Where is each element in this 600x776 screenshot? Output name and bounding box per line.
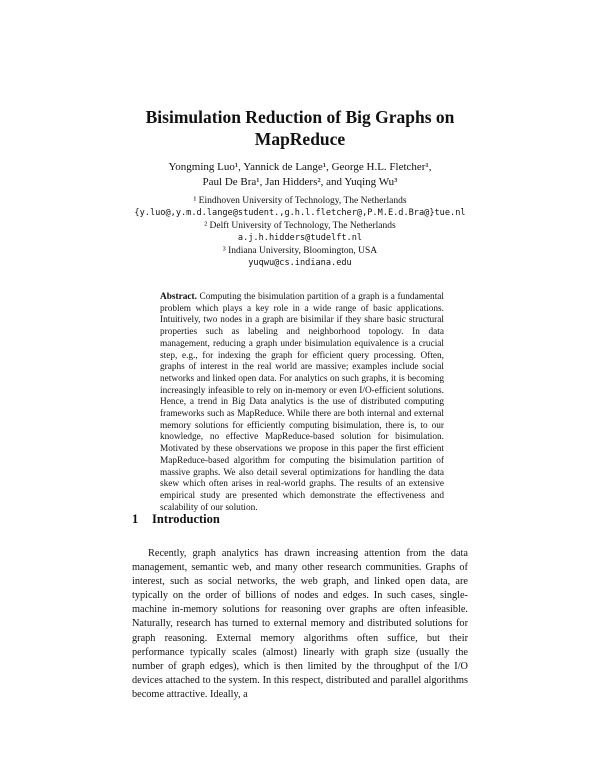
title-line-1: Bisimulation Reduction of Big Graphs on [145, 107, 455, 127]
author-list [100, 160, 500, 189]
abstract [160, 292, 444, 514]
affiliation-2: ² Delft University of Technology, The Netherlands [204, 220, 396, 231]
intro-paragraph: Recently, graph analytics has drawn increasing attention from the data management, semantic web, and many other research communities. Graphs of interest, such as social networks, the web graph, and linked open data, are typically on the order of billions of nodes and edges. In such cases, single-machine in-memory solutions for reasoning over graphs are often infeasible. Naturally, research has turned to external memory and distributed solutions for graph reasoning. External memory algorithms often suffice, but their performance typically scales (almost) linearly with graph size (usually the number of graph edges), which is then limited by the throughput of the I/O devices attached to the system. In this respect, distributed and parallel algorithms become attractive. Ideally, a [132, 548, 468, 700]
affiliations [100, 195, 500, 269]
authors-line-2: Paul De Bra¹, Jan Hidders², and Yuqing Wu³ [202, 175, 398, 188]
email-2: a.j.h.hidders@tudelft.nl [237, 233, 363, 244]
abstract-text: Computing the bisimulation partition of a graph is a fundamental problem which plays a key role in a wide range of basic applications. Intuitively, two nodes in a graph are bisimilar if they share basic structural properties such as labeling and neighborhood topology. In data management, reducing a graph under bisimulation equivalence is a crucial step, e.g., for indexing the graph for efficient query processing. Often, graphs of interest in the real world are massive; examples include social networks and linked open data. For analytics on such graphs, it is becoming increasingly infeasible to rely on in-memory or even I/O-efficient solutions. Hence, a trend in Big Data analytics is the use of distributed computing frameworks such as MapReduce. While there are both internal and external memory solutions for efficiently computing bisimulation, there is, to our knowledge, no effective MapReduce-based solution for bisimulation. Motivated by these observations we propose in this paper the first efficient MapReduce-based algorithm for computing the bisimulation partition of massive graphs. We also detail several optimizations for handling the data skew which often arises in real-world graphs. The results of an extensive empirical study are presented which demonstrate the effectiveness and scalability of our solution. [160, 292, 444, 513]
paper-title [100, 106, 500, 150]
section-title: Introduction [152, 512, 220, 526]
affiliation-1: ¹ Eindhoven University of Technology, The Netherlands [193, 196, 407, 206]
abstract-label: Abstract. [160, 292, 197, 302]
section-heading [132, 512, 220, 527]
email-1: {y.luo@,y.m.d.lange@student.,g.h.l.fletcher@,P.M.E.d.Bra@}tue.nl [134, 208, 466, 219]
section-number: 1 [132, 512, 139, 526]
title-line-2: MapReduce [254, 129, 346, 149]
authors-line-1: Yongming Luo¹, Yannick de Lange¹, George H.L. Fletcher¹, [168, 161, 432, 173]
affiliation-3: ³ Indiana University, Bloomington, USA [222, 245, 378, 256]
email-3: yuqwu@cs.indiana.edu [248, 258, 352, 269]
